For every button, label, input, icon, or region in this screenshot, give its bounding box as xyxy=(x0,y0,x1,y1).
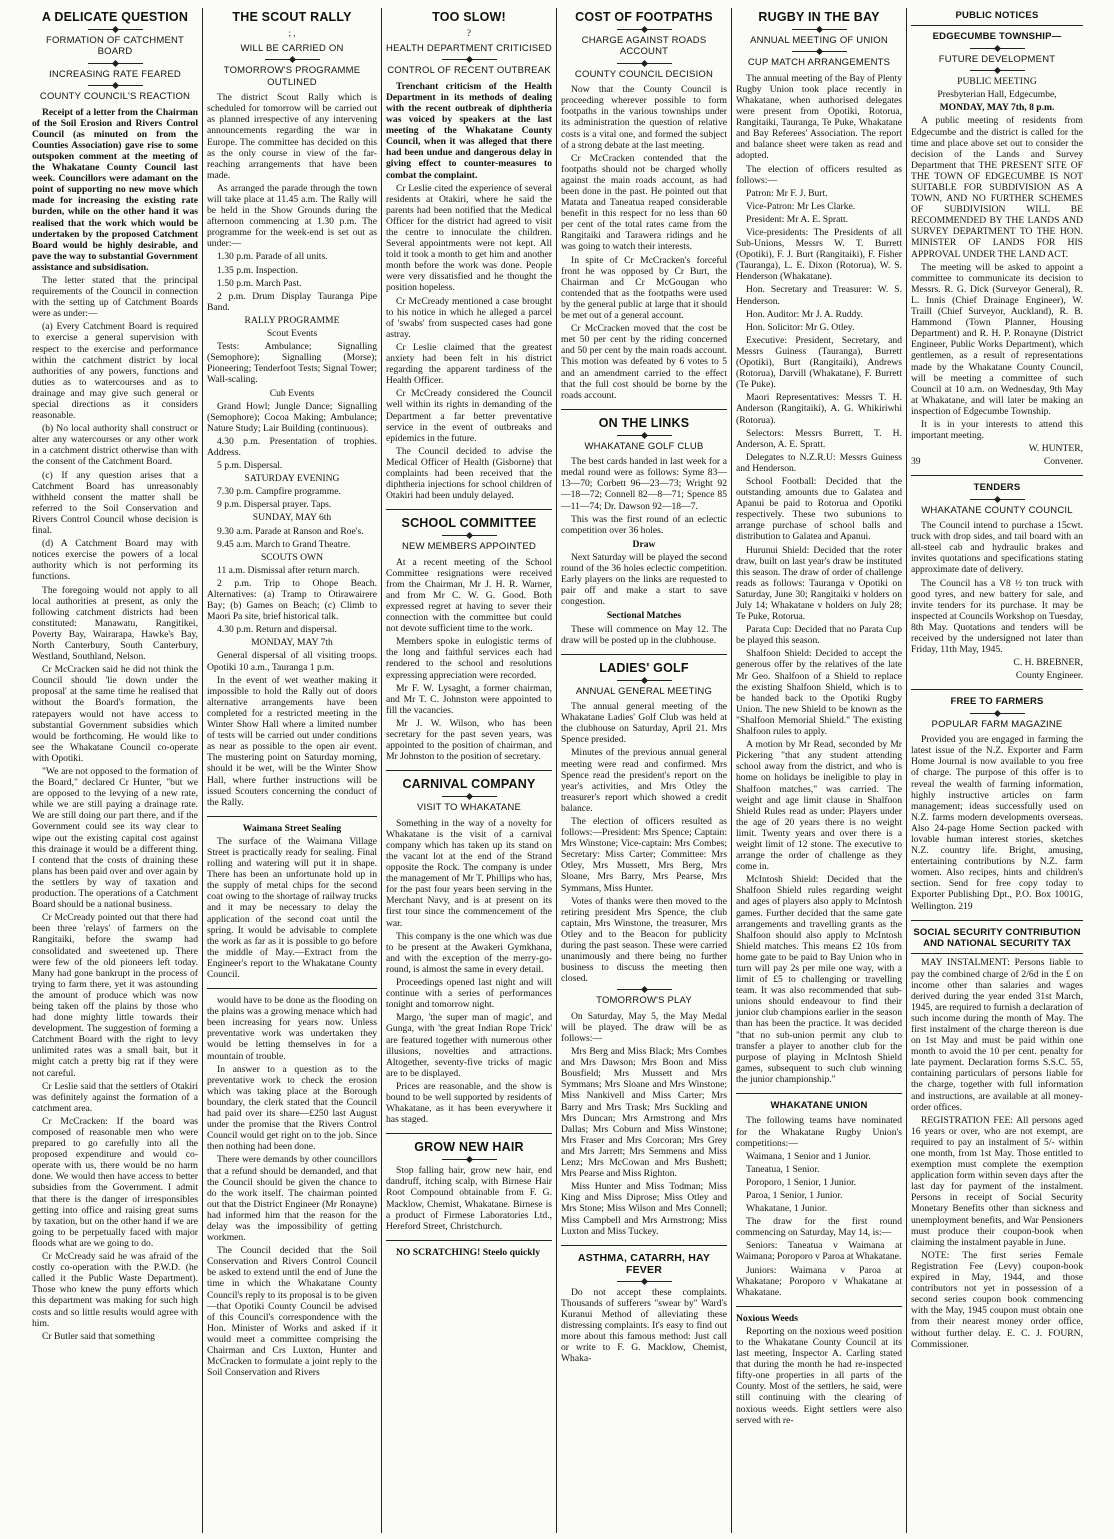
section-rule xyxy=(911,689,1083,690)
article-paragraph: 2 p.m. Trip to Ohope Beach. Alternatives: (a) Tramp to Otirawairere Bay; (b) Games on Beach; (c) Climb to Maori Pa site, brief historical talk. xyxy=(207,577,377,623)
divider xyxy=(970,713,1025,714)
divider xyxy=(617,435,672,436)
subhead: TOMORROW'S PROGRAMME OUTLINED xyxy=(223,65,361,88)
article-paragraph: would have to be done as the flooding on the plains was a growing menace which had been increasing for years now. Unless preventative work was undertaken they would be letting themselves in for a mountain of trouble. xyxy=(207,995,377,1062)
article-paragraph: This company is the one which was due to be present at the Awakeri Gymkhana, and with the exception of the merry-go-round, is almost the same in every detail. xyxy=(386,930,552,975)
article-paragraph: Selectors: Messrs Burrett, T. H. Anderson, A. E. Spratt. xyxy=(736,427,902,450)
section-rule xyxy=(561,409,727,410)
subhead: ANNUAL GENERAL MEETING xyxy=(575,685,713,697)
section-rule xyxy=(386,1133,552,1134)
section-head-draw: Draw xyxy=(632,538,656,550)
section-rule xyxy=(386,1240,552,1241)
article-paragraph: (c) If any question arises that a Catchment Board has unreasonably withheld consent the matter shall be referred to the Soil Conservation and Rivers Control Council whose decision is final. xyxy=(32,469,198,537)
article-paragraph: The election of officers resulted as follows:— xyxy=(736,163,902,186)
article-paragraph: Cr Leslie said that the settlers of Otakiri was definitely against the formation of a catchment area. xyxy=(32,1080,198,1114)
divider xyxy=(442,1159,497,1160)
article-paragraph: 11 a.m. Dismissal after return march. xyxy=(217,564,360,576)
subhead: COUNTY COUNCIL'S REACTION xyxy=(39,91,191,103)
article-paragraph: The foregoing would not apply to all local authorities at present, as only the following catchment districts had been constituted: Manawatu, Rangitikei, Poverty Bay, Wairarapa, Hawke's Bay, North Canterbury, South Canterbury, Westland, Southland, Nelson. xyxy=(32,584,198,663)
subhead: CHARGE AGAINST ROADS ACCOUNT xyxy=(581,35,707,58)
subhead: WHAKATANE GOLF CLUB xyxy=(584,440,704,452)
article-paragraph: Hurunui Shield: Decided that the roter draw, built on last year's draw be instituted this season. The draw of order of challenge reads as follows: Tauranga v Opotiki on Saturday, June 30; Rangitaiki v holders on July 14; Whakatane v holders on July 28; Te Puke, Rotorua. xyxy=(736,544,902,623)
subhead: COUNTY COUNCIL DECISION xyxy=(574,68,714,80)
article-paragraph: 9.30 a.m. Parade at Ranson and Roe's. xyxy=(217,525,364,537)
divider xyxy=(792,29,847,30)
article-paragraph: Cr McCracken said he did not think the Council should 'lie down under the proposal' at the same time he realised that without the Board's formation, the ratepayers would not have access to substantial Government subsidies which would be forthcoming. He would like to see the Whakatane Council co-operate with Opotiki. xyxy=(32,664,198,764)
article-paragraph: Paroa, 1 Senior, 1 Junior. xyxy=(746,1189,843,1201)
article-paragraph: President: Mr A. E. Spratt. xyxy=(746,213,849,225)
subhead: CUP MATCH ARRANGEMENTS xyxy=(747,57,891,69)
notice-line: Presbyterian Hall, Edgecumbe, xyxy=(937,89,1057,101)
headline-too-slow: TOO SLOW! xyxy=(432,10,506,24)
article-paragraph: In spite of Cr McCracken's forceful front he was opposed by Cr Burt, the Chairman and Cr McGougan who contended that as the footpaths were used by the general public at large that it should be met out of a general account. xyxy=(561,254,727,322)
divider xyxy=(970,48,1025,49)
advert-paragraph: Do not accept these complaints. Thousands of sufferers "swear by" Ward's Kuranui Method of alleviating these distressing complaints. It's easy to find out more about this famous method: Just call or write to F. G. Macklow, Chemist, Whaka- xyxy=(561,1286,727,1365)
subhead: ANNUAL MEETING OF UNION xyxy=(750,35,888,46)
article-paragraph: Maori Representatives: Messrs T. H. Anderson (Rangitaiki), A. G. Whikiriwhi (Rotorua). xyxy=(736,392,902,426)
article-paragraph: Shalfoon Shield: Decided to accept the generous offer by the relatives of the late Mr Geo. Shalfoon of a Shield to replace the existing Shalfoon Shield, which is to be handed back to the Opotiki Rugby Union. The new Shield to be known as the "Shalfoon Memorial Shield." The existing Shalfoon rules to apply. xyxy=(736,648,902,738)
article-paragraph: Members spoke in eulogistic terms of the long and faithful services each had rendered to the school and resolutions expressing appreciation were recorded. xyxy=(386,636,552,681)
programme-subheading: Scout Events xyxy=(266,328,318,340)
notice-title: EDGECUMBE TOWNSHIP— xyxy=(932,31,1062,43)
article-paragraph: Cr McCready considered the Council well within its rights in demanding of the Department a far better preventative service in the event of outbreaks and epidemics in the future. xyxy=(386,388,552,444)
article-paragraph: Grand Howl; Jungle Dance; Signalling (Semophore); Cocoa Making; Ambulance; Nature Study; Lair Building (continuous). xyxy=(207,400,377,434)
article-paragraph: 2 p.m. Drum Display Tauranga Pipe Band. xyxy=(207,290,377,313)
article-paragraph: Waimana, 1 Senior and 1 Junior. xyxy=(746,1150,871,1162)
column-5 xyxy=(732,8,906,1533)
article-paragraph: On Saturday, May 5, the May Medal will be played. The draw will be as follows:— xyxy=(561,1010,727,1044)
article-paragraph: Prices are reasonable, and the show is bound to be well supported by residents of Whakatane, as it has been everywhere it has staged. xyxy=(386,1080,552,1126)
advert-paragraph: NO SCRATCHING! Steelo quickly xyxy=(396,1246,541,1258)
notice-line: PUBLIC MEETING xyxy=(957,76,1037,88)
notice-title-social-security: SOCIAL SECURITY CONTRIBUTION AND NATIONAL SECURITY TAX xyxy=(913,926,1081,950)
article-paragraph: General dispersal of all visiting troops. Opotiki 10 a.m., Tauranga 1 p.m. xyxy=(207,650,377,673)
article-paragraph: This was the first round of an eclectic competition over 36 holes. xyxy=(561,513,727,536)
notice-role: Convener. xyxy=(1043,456,1083,468)
headline-rugby-in-the-bay: RUGBY IN THE BAY xyxy=(758,10,880,24)
article-paragraph: Cr McCracken: If the board was composed of reasonable men who were prepared to go carefully into all the proposed expenditure and would co-operate with us, there would be no harm done. We would then have access to better subsidies from the Government. I admit that there is the danger of irresponsibles getting into office and raising great sums by taxation, but on the other hand if we are going to be perpetually faced with major floods what are we going to do. xyxy=(32,1115,198,1249)
article-paragraph: The best cards handed in last week for a medal round were as follows: Syme 83—13—70; Corbett 96—23—73; Wright 92—18—72; Connell 82—8—71; Spence 85—11—74; Dr. Dawson 92—18—7. xyxy=(561,456,727,512)
article-paragraph: Cr Leslie cited the experience of several residents at Otakiri, where he said the parents had been notified that the Medical Officer for the district had agreed to visit the centre to innoculate the children. Several appointments were not kept. All told it took a month to get him and another month before the work was done. People were very dissatisfied and he thought the position hopeless. xyxy=(386,182,552,294)
article-paragraph: McIntosh Shield: Decided that the Shalfoon Shield rules regarding weight and ages of players also apply to McIntosh games. Further decided that the same gate arrangements and travelling grants as the Shalfoon should also apply to McIntosh Shield matches. This means £2 10s from home gate to be paid to Bay Union who in turn will pay 2s per mile one way, with a limit of £5 to challenging or travelling team. It was also recommended that sub-unions should endeavour to find their junior club champions earlier in the season than has been the practice. It was decided "that no sub-union permit any club to transfer a player to another club for the purpose of playing in McIntosh Shield games, subsequent to such club winning the junior championship." xyxy=(736,874,902,1085)
article-paragraph: Next Saturday will be played the second round of the 36 holes eclectic competition. Early players on the links are requested to pair off and make a start to save congestion. xyxy=(561,551,727,608)
article-paragraph: Mrs Berg and Miss Black; Mrs Combes and Mrs Dawson; Mrs Boon and Miss Bousfield; Mrs Mussett and Mrs Symmans; Mrs Sloane and Mrs Winstone; Miss Nankivell and Miss Carter; Mrs Barry and Mrs Trask; Mrs Suckling and Mrs Duncan; Mrs Armstrong and Mrs Dallas; Mrs Coburn and Miss Winstone; Mrs Fraser and Mrs Corcoran; Mrs Grey and Mrs Jarrett; Mrs Semmens and Miss Lenz; Mrs McCowan and Mrs Bushett; Mrs Pearse and Miss Righton. xyxy=(561,1046,727,1180)
notice-paragraph: NOTE: The first series Female Registration Fee (Levy) coupon-book expired in May, 1944, and those contributors not yet in possession of a second series coupon book commencing with the May, 1945 coupon must obtain one from their nearest money order office, without further delay. E. C. J. FOURN, Commissioner. xyxy=(911,1249,1083,1350)
section-rule xyxy=(911,25,1083,26)
article-paragraph: Cr Butler said that something xyxy=(42,1330,155,1342)
divider xyxy=(442,796,497,797)
article-paragraph: The surface of the Waimana Village Street is practically ready for sealing. Final rolling and watering will put it in shape. There has been an unfortunate hold up in the supply of metal chips for the second coat owing to the shortage of railway trucks and it may be necessary to delay the application of the second coat until the spring. It would be advisable to complete the work as far as it is possible to go before the middle of May.—Extract from the Engineer's report to the Whakatane County Council. xyxy=(207,835,377,981)
subhead-tomorrows-play: TOMORROW'S PLAY xyxy=(596,995,692,1007)
notice-title-free-to-farmers: FREE TO FARMERS xyxy=(950,696,1044,708)
divider xyxy=(88,85,143,86)
article-paragraph: The election of officers resulted as follows:—President: Mrs Spence; Captain: Mrs Winstone; Vice-captain: Mrs Combes; Secretary: Miss Carter; Committee: Mrs Otley, Mrs Mussett, Mrs Berg, Mrs Sloane, Mrs Barry, Mrs Pearse, Mrs Symmans, Miss Hunter. xyxy=(561,816,727,894)
subhead: WILL BE CARRIED ON xyxy=(240,43,344,54)
subhead: VISIT TO WHAKATANE xyxy=(416,802,522,814)
notice-paragraph: A public meeting of residents from Edgecumbe and the district is called for the time and place above set out to consider the decision of the Lands and Survey Department that THE PRESENT SITE OF THE TOWN OF EDGECUMBE IS NOT SUITABLE FOR SUBDIVISION AS A TOWN, AND NO FURTHER SCHEMES OF SUBDIVISION WILL BE RECOMMENDED BY THE LANDS AND SURVEY DEPARTMENT TO THE HON. MINISTER OF LANDS FOR HIS APPROVAL UNDER THE LAND ACT. xyxy=(911,115,1083,260)
article-paragraph: Juniors: Waimana v Paroa at Whakatane; Poroporo v Whakatane at Whakatane. xyxy=(736,1264,902,1298)
article-paragraph: Now that the County Council is proceeding wherever possible to form footpaths in the various townships under its administration the question of relative costs is a vital one, and formed the subject of a strong debate at the last meeting. xyxy=(561,84,727,151)
article-paragraph: The draw for the first round commencing on Saturday, May 14, is:— xyxy=(736,1216,902,1239)
article-paragraph: The letter stated that the principal requirements of the Council in connection with the setting up of Catchment Boards were as under:— xyxy=(32,274,198,320)
article-paragraph: Poroporo, 1 Senior, 1 Junior. xyxy=(746,1176,857,1188)
notice-line: MONDAY, MAY 7th, 8 p.m. xyxy=(939,102,1055,114)
section-rule xyxy=(386,770,552,771)
article-paragraph: Executive: President, Secretary, and Messrs Guiness (Tauranga), Burrett (Opotiki), Burt (Rangitaiki), Andrews (Rotorua), Darvill (Whakatane), F. Burrett (Te Puke). xyxy=(736,334,902,391)
divider xyxy=(617,680,672,681)
article-paragraph: At a recent meeting of the School Committee resignations were received from the Chairman, Mr J. H. R. Warner, and from Mr C. W. G. Good. Both expressed regret at having to sever their connection with the committee but could not devote sufficient time to the work. xyxy=(386,556,552,635)
notice-subtitle: POPULAR FARM MAGAZINE xyxy=(931,718,1063,730)
column-1 xyxy=(28,8,202,1533)
notice-paragraph: Provided you are engaged in farming the latest issue of the N.Z. Exporter and Farm Home Journal is now available to you free of charge. The purpose of this offer is to reveal the wealth of farming information, highly instructive articles on farm management; ideas successfully used on N.Z. farms modern developments overseas. Also 24-page Home Section packed with lovable human interest stories, sketches N.Z. country life. Bright, amusing, entertaining contributions by N.Z. farm women. Also recipes, hints and children's section. Send for free copy today to Exporter Publishing Dpt., P.O. Box 1001G, Wellington. 219 xyxy=(911,734,1083,912)
subhead: HEALTH DEPARTMENT CRITICISED xyxy=(386,43,552,54)
advert-paragraph: Stop falling hair, grow new hair, end dandruff, itching scalp, with Birnese Hair Root Compound obtainable from F. G. Macklow, Chemist, Whakatane. Birnese is a product of Firmese Laboratories Ltd., Hereford Street, Christchurch. xyxy=(386,1165,552,1232)
article-paragraph: Taneatua, 1 Senior. xyxy=(746,1163,820,1175)
article-paragraph: In the event of wet weather making it impossible to hold the Rally out of doors alternative arrangements have been completed for a restricted meeting in the Winter Show Hall where a limited number of tests will be carried out under conditions as near as possible to the open air event. The mustering point on Saturday morning, should it be wet, will be the Winter Show Hall, where further instructions will be issued Scouters concerning the conduct of the Rally. xyxy=(207,674,377,808)
article-paragraph: Mr F. W. Lysaght, a former chairman, and Mr T. C. Johnston were appointed to fill the vacancies. xyxy=(386,682,552,716)
article-paragraph: 4.30 p.m. Return and dispersal. xyxy=(217,624,337,636)
article-paragraph: The annual general meeting of the Whakatane Ladies' Golf Club was held at the clubhouse on Saturday, April 21. Mrs Spence presided. xyxy=(561,701,727,746)
headline-carnival-company: CARNIVAL COMPANY xyxy=(402,777,536,792)
print-mark: ; , xyxy=(288,28,296,38)
section-rule xyxy=(207,816,377,817)
notice-title-tenders: TENDERS xyxy=(973,482,1021,494)
headline-school-committee: SCHOOL COMMITTEE xyxy=(401,516,537,531)
article-paragraph: Cr McCready mentioned a case brought to his notice in which he alleged a parcel of 'swabs' from suspected cases had gone astray. xyxy=(386,295,552,340)
divider xyxy=(792,51,847,52)
notice-paragraph: MAY INSTALMENT: Persons liable to pay the combined charge of 2/6d in the £ on income other than salaries and wages derived during the year ended 31st March, 1945, are required to furnish a declaration of such income during the month of May. The first instalment of the charge thereon is due on 1st May and must be paid within one month to avoid the 10 per cent. penalty for late payment. Declaration forms S.S.C. 55, containing particulars of persons liable for the charge, together with full information and instructions, are available at all money-order offices. xyxy=(911,957,1083,1113)
article-paragraph: Reporting on the noxious weed position to the Whakatane County Council at its last meeting, Inspector A. Carling stated that during the month he had re-inspected fifty-one properties in all parts of the County. Most of the settlers, he said, were still continuing with the clearing of noxious weeds. Eight settlers were also served with re- xyxy=(736,1325,902,1426)
headline-grow-new-hair: GROW NEW HAIR xyxy=(414,1140,524,1155)
headline-ladies-golf: LADIES' GOLF xyxy=(599,660,689,675)
article-paragraph: A motion by Mr Read, seconded by Mr Pickering "that any student attending school away from the district, and who is home on holidays be ineligible to play in Shalfoon matches," was carried. The weight and age limit clause in Shalfoon Shield Rules read as under: Players under the age of 20 years there is no weight limit. Twenty years and over there is a weight limit of 12 stone. The executive to arrange the order of challenge as they come in. xyxy=(736,739,902,873)
article-paragraph: Cr McCready pointed out that there had been three 'relays' of farmers on the Rangitaiki, before the swamp had consolidated and sweetened up. There were few of the old pioneers left today. Many had gone bankrupt in the process of trying to farm there, yet it was astounding the amount of produce which was now being taken off the plains by those who had done mighty little towards their development. The suggestion of forming a Catchment Board with the right to levy unlimited rates was a small bait, but it might catch a pretty big rat if they were not careful. xyxy=(32,912,198,1079)
headline-delicate-question: A DELICATE QUESTION xyxy=(41,10,189,24)
article-paragraph: (a) Every Catchment Board is required to exercise a general supervision with respect to the exercise and performance within the catchment district by local authorities of any powers, functions and duties as to watercourses and as to drainage and may give such general or special directions as it considers reasonable. xyxy=(32,321,198,422)
article-paragraph: Proceedings opened last night and will continue with a series of performances tonight and tomorrow night. xyxy=(386,977,552,1011)
section-rule xyxy=(207,988,377,989)
article-paragraph: Delegates to N.Z.R.U: Messrs Guiness and Henderson. xyxy=(736,451,902,474)
print-mark: ? xyxy=(467,28,471,38)
article-paragraph: As arranged the parade through the town will take place at 11.45 a.m. The Rally will be held in the Show Grounds during the afternoon commencing at 1.30 p.m. The programme for the week-end is set out as under:— xyxy=(207,182,377,250)
notice-paragraph: REGISTRATION FEE: All persons aged 16 years or over, who are not exempt, are required to pay an instalment of 5/- within one month, from 1st May. Those entitled to exemption must complete the exemption application form within seven days after the last day for payment of the instalment. Persons in receipt of Social Security Monetary Benefits other than sickness and unemployment benefits, and War Pensioners must produce their coupon-book when claiming the instalment payable in June. xyxy=(911,1114,1083,1248)
divider xyxy=(617,63,672,64)
divider xyxy=(442,59,497,60)
article-paragraph: These will commence on May 12. The draw will be posted up in the clubhouse. xyxy=(561,623,727,646)
notice-paragraph: The Council intend to purchase a 15cwt. truck with drop sides, and tail board with an all-steel cab and hydraulic brakes and invites quotations and specifications stating approximate date of delivery. xyxy=(911,520,1083,576)
divider xyxy=(88,29,143,30)
programme-subheading: Cub Events xyxy=(269,387,315,399)
programme-subheading: SATURDAY EVENING xyxy=(244,473,340,485)
article-paragraph: Minutes of the previous annual general meeting were read and confirmed. Mrs Spence read the president's report on the year's activities, and Mrs Otley the treasurer's report which showed a credit balance. xyxy=(561,747,727,814)
notice-paragraph: It is in your interests to attend this important meeting. xyxy=(911,418,1083,442)
subhead: NEW MEMBERS APPOINTED xyxy=(401,541,537,553)
section-rule xyxy=(561,1245,727,1246)
article-paragraph: There were demands by other councillors that a refund should be demanded, and that the Council should be given the chance to do the work itself. The chairman pointed out that the District Engineer (Mr Ronayne) had informed him that the reason for the delay was the impossibility of getting workmen. xyxy=(207,1154,377,1244)
article-paragraph: 1.50 p.m. March Past. xyxy=(217,277,302,289)
notice-paragraph: The Council has a V8 ½ ton truck with good tyres, and new battery for sale, and invite tenders for its purchase. It may be inspected at Councils Workshop on Tuesday, 8th May. Quotations and tenders will be received by the undersigned not later than Friday, 11th May, 1945. xyxy=(911,577,1083,656)
section-head-sectional: Sectional Matches xyxy=(606,610,682,622)
article-paragraph: 4.30 p.m. Presentation of trophies. Address. xyxy=(207,435,377,458)
section-head-waimana: Waimana Street Sealing xyxy=(242,822,342,834)
article-paragraph: Vice-presidents: The Presidents of all Sub-Unions, Messrs W. T. Burrett (Opotiki), F. J. Burt (Rangitaiki), F. Fisher (Tauranga), L. E. Dixon (Rotorua), W. S. Henderson (Whakatane). xyxy=(736,227,902,283)
article-paragraph: Votes of thanks were then moved to the retiring president Mrs Spence, the club captain, Mrs Winstone, the treasurer, Mrs Otley and to the Beacon for publicity during the past season. These were carried unanimously and there being no further business to discuss the meeting then closed. xyxy=(561,895,727,985)
column-2 xyxy=(203,8,381,1533)
article-paragraph: Whakatane, 1 Junior. xyxy=(746,1203,827,1215)
article-paragraph: Cr McCracken moved that the cost be met 50 per cent by the riding concerned and 50 per cent by the main roads account. This motion was defeated by 6 votes to 5 and an amendment carried to the effect that the full cost should be borne by the roads account. xyxy=(561,323,727,401)
article-paragraph: Receipt of a letter from the Chairman of the Soil Erosion and Rivers Control Council (as minuted on from the Counties Association) gave rise to some outspoken comment at the meeting of the Whakatane County Council last week. Councillors were adamant on the point of supporting no new move which made for increasing the existing rate burden, while on the other hand it was realised that the work which would be undertaken by the proposed Catchment Board would be highly desirable, and pave the way to substantial Government assistance and subsidisation. xyxy=(32,106,198,273)
programme-subheading: MONDAY, MAY 7th xyxy=(251,637,333,649)
section-rule xyxy=(386,509,552,510)
article-paragraph: Vice-Patron: Mr Les Clarke. xyxy=(746,200,856,212)
headline-asthma: ASTHMA, CATARRH, HAY FEVER xyxy=(577,1251,711,1276)
article-paragraph: (b) No local authority shall construct or alter any watercourses or any other work in a catchment district otherwise than with the consent of the Catchment Board. xyxy=(32,423,198,468)
article-paragraph: Margo, 'the super man of magic', and Gunga, with 'the great Indian Rope Trick' are featured together with numerous other illusions, novelties and attractions. Altogether, seventy-five tricks of magic are to be displayed. xyxy=(386,1012,552,1079)
column-6 xyxy=(907,8,1087,1533)
article-paragraph: "We are not opposed to the formation of the Board," declared Cr Hunter, "but we are opposed to the levying of a new rate, while we are still paying a drainage rate. We are still doing our part there, and if the Government could see its way clear to wipe out the existing capital cost against this drainage it would be a different thing. I contend that the costs of draining these plans has been paid over and over again by the settlers by way of taxation and production. The operations of a Catchment Board should be a national business. xyxy=(32,766,198,911)
section-rule xyxy=(736,1093,902,1094)
column-3 xyxy=(382,8,556,1533)
divider xyxy=(617,1281,672,1282)
subhead: INCREASING RATE FEARED xyxy=(49,68,181,80)
divider xyxy=(442,535,497,536)
column-4 xyxy=(557,8,731,1533)
article-paragraph: In answer to a question as to the preventative work to check the erosion which was taking place at the Borough boundary, the clerk stated that the Council had paid over its share—£250 last August under the promise that the Rivers Control Council would get right on to the job. Since then nothing had been done. xyxy=(207,1063,377,1153)
section-rule xyxy=(561,654,727,655)
article-paragraph: Trenchant criticism of the Health Department in its methods of dealing with the recent outbreak of diphtheria was voiced by speakers at the last meeting of the Whakatane County Council, when it was alleged that there had been undue and dangerous delay in giving effect to counter-measures to combat the complaint. xyxy=(386,80,552,181)
article-paragraph: Cr Leslie claimed that the greatest anxiety had been felt in his district regarding the apparent tardiness of the Health Officer. xyxy=(386,341,552,387)
article-paragraph: 1.35 p.m. Inspection. xyxy=(217,264,299,276)
article-paragraph: Patron: Mr F. J. Burt. xyxy=(746,187,828,199)
headline-on-the-links: ON THE LINKS xyxy=(598,415,690,430)
article-paragraph: Hon. Secretary and Treasurer: W. S. Henderson. xyxy=(736,284,902,307)
article-paragraph: Miss Hunter and Miss Todman; Miss King and Miss Diprose; Miss Otley and Mrs Stone; Miss Wilson and Mrs Connell; Miss Campbell and Mrs Armstrong; Miss Luxton and Miss Tuckey. xyxy=(561,1181,727,1237)
divider xyxy=(88,63,143,64)
divider xyxy=(617,989,672,990)
divider xyxy=(970,70,1025,71)
article-paragraph: Cr McCracken contended that the footpaths should not be charged wholly against the main roads account, as had been done in the past. He pointed out that Matata and Taneatua reaped considerable benefit in this respect for no less than 60 per cent of the total rates came from the Rangitaiki and Tarawera ridings and he was going to watch their interests. xyxy=(561,152,727,253)
programme-subheading: SUNDAY, MAY 6th xyxy=(252,512,332,524)
notice-subtitle: FUTURE DEVELOPMENT xyxy=(938,53,1056,65)
section-rule xyxy=(911,920,1083,921)
divider xyxy=(265,59,320,60)
article-paragraph: The Council decided to advise the Medical Officer of Health (Gisborne) that complaints had been received that the diphtheria injections for school children of Otakiri had been unduly delayed. xyxy=(386,445,552,502)
article-paragraph: Seniors: Taneatua v Waimana at Waimana; Poroporo v Paroa at Whakatane. xyxy=(736,1240,902,1263)
article-paragraph: Cr McCready said he was afraid of the costly co-operation with the P.W.D. (he called it the Public Waste Department). Those who knew the puny efforts which this department was making for such high costs and so little results would agree with him. xyxy=(32,1251,198,1329)
notice-signature: W. HUNTER, xyxy=(1028,443,1083,455)
programme-subheading: SCOUTS OWN xyxy=(260,551,324,563)
section-head-noxious-weeds: Noxious Weeds xyxy=(736,1312,798,1324)
article-paragraph: The district Scout Rally which is scheduled for tomorrow will be carried out as planned irrespective of any intervening announcements regarding the war in Europe. The committee has decided on this as the only course in view of the far-reaching arrangements that have been made. xyxy=(207,92,377,181)
article-paragraph: 1.30 p.m. Parade of all units. xyxy=(217,251,328,263)
divider xyxy=(617,29,672,30)
article-paragraph: Hon. Solicitor: Mr G. Otley. xyxy=(746,321,855,333)
subhead: FORMATION OF CATCHMENT BOARD xyxy=(45,35,185,58)
notice-role: County Engineer. xyxy=(1015,670,1083,682)
article-paragraph: 9 p.m. Dispersal prayer. Taps. xyxy=(217,499,332,511)
notice-signature: C. H. BREBNER, xyxy=(1013,657,1083,669)
article-paragraph: The following teams have nominated for the Whakatane Rugby Union's competitions:— xyxy=(736,1115,902,1149)
article-paragraph: Tests: Ambulance; Signalling (Semophore); Signalling (Morse); Pioneering; Tenderfoot Tests; Signal Tower; Wall-scaling. xyxy=(207,341,377,386)
subhead: CONTROL OF RECENT OUTBREAK xyxy=(387,65,551,77)
divider xyxy=(970,499,1025,500)
section-rule xyxy=(911,953,1083,954)
notice-number: 39 xyxy=(911,456,921,468)
section-rule xyxy=(911,475,1083,476)
notice-subtitle: WHAKATANE COUNTY COUNCIL xyxy=(921,504,1073,516)
article-paragraph: The annual meeting of the Bay of Plenty Rugby Union took place recently in Whakatane, when authorised delegates were present from Opotiki, Rotorua, Rangitaiki, Tauranga, Te Puke, Whakatane and Bay Referees' Association. The report and balance sheet were taken as read and adopted. xyxy=(736,72,902,162)
article-paragraph: (d) A Catchment Board may with notices exercise the powers of a local authority which is not performing its functions. xyxy=(32,538,198,583)
article-paragraph: The Council decided that the Soil Conservation and Rivers Control Council be asked to extend until the end of June the time in which the Whakatane County Council's reply to its proposal is to be given—that Opotiki County Council be advised of this Council's correspondence with the Hon. Minister of Works and asked if it would meet a committee comprising the Chairman and Crs Luxton, Hunter and McCracken to formulate a joint reply to the Soil Conservation and Rivers xyxy=(207,1245,377,1379)
article-paragraph: Hon. Auditor: Mr J. A. Ruddy. xyxy=(746,308,863,320)
headline-scout-rally: THE SCOUT RALLY xyxy=(232,10,352,24)
article-paragraph: Parata Cup: Decided that no Parata Cup be played this season. xyxy=(736,624,902,647)
headline-cost-of-footpaths: COST OF FOOTPATHS xyxy=(575,10,713,24)
article-paragraph: Something in the way of a novelty for Whakatane is the visit of a carnival company which has taken up its stand on the vacant lot at the end of the Strand opposite the Rock. The company is under the management of Mr T. Phillips who has, for the past four years been serving in the Merchant Navy, and is at present on its first tour since the commencement of the war. xyxy=(386,817,552,929)
article-paragraph: 7.30 p.m. Campfire programme. xyxy=(217,486,341,498)
programme-heading: RALLY PROGRAMME xyxy=(244,314,340,326)
notice-footer xyxy=(911,456,1083,467)
headline-public-notices: PUBLIC NOTICES xyxy=(955,10,1039,21)
article-paragraph: 5 p.m. Dispersal. xyxy=(217,460,283,472)
article-paragraph: Mr J. W. Wilson, who has been secretary for the past seven years, was appointed to the position of chairman, and Mr Johnston to the position of secretary. xyxy=(386,717,552,763)
article-paragraph: 9.45 a.m. March to Grand Theatre. xyxy=(217,538,351,550)
section-rule xyxy=(736,1306,902,1307)
article-paragraph: School Football: Decided that the outstanding amounts due to Galatea and Apanui be paid to Rotorua and Opotiki respectively. These two subunions to arrange purchase of school balls and distribution to Galatea and Apanui. xyxy=(736,475,902,543)
subhead-whakatane-union: WHAKATANE UNION xyxy=(770,1100,868,1112)
notice-paragraph: The meeting will be asked to appoint a committee to communicate its decision to Messrs. R. G. Dick (Surveyor General), R. L. Innis (Chief Drainage Engineer), W. Traill (Chief Surveyor, Auckland), R. B. Hammond (Town Planner, Housing Department) and R. H. P. Ronayne (District Engineer, Public Works Department), which gentlemen, as a result of representations made by the Whakatane County Council, will be meeting a committee of such Council at 10 a.m. on Wednesday, 9th May at Whakatane, and will later be making an inspection of Edgecumbe Township. xyxy=(911,261,1083,417)
